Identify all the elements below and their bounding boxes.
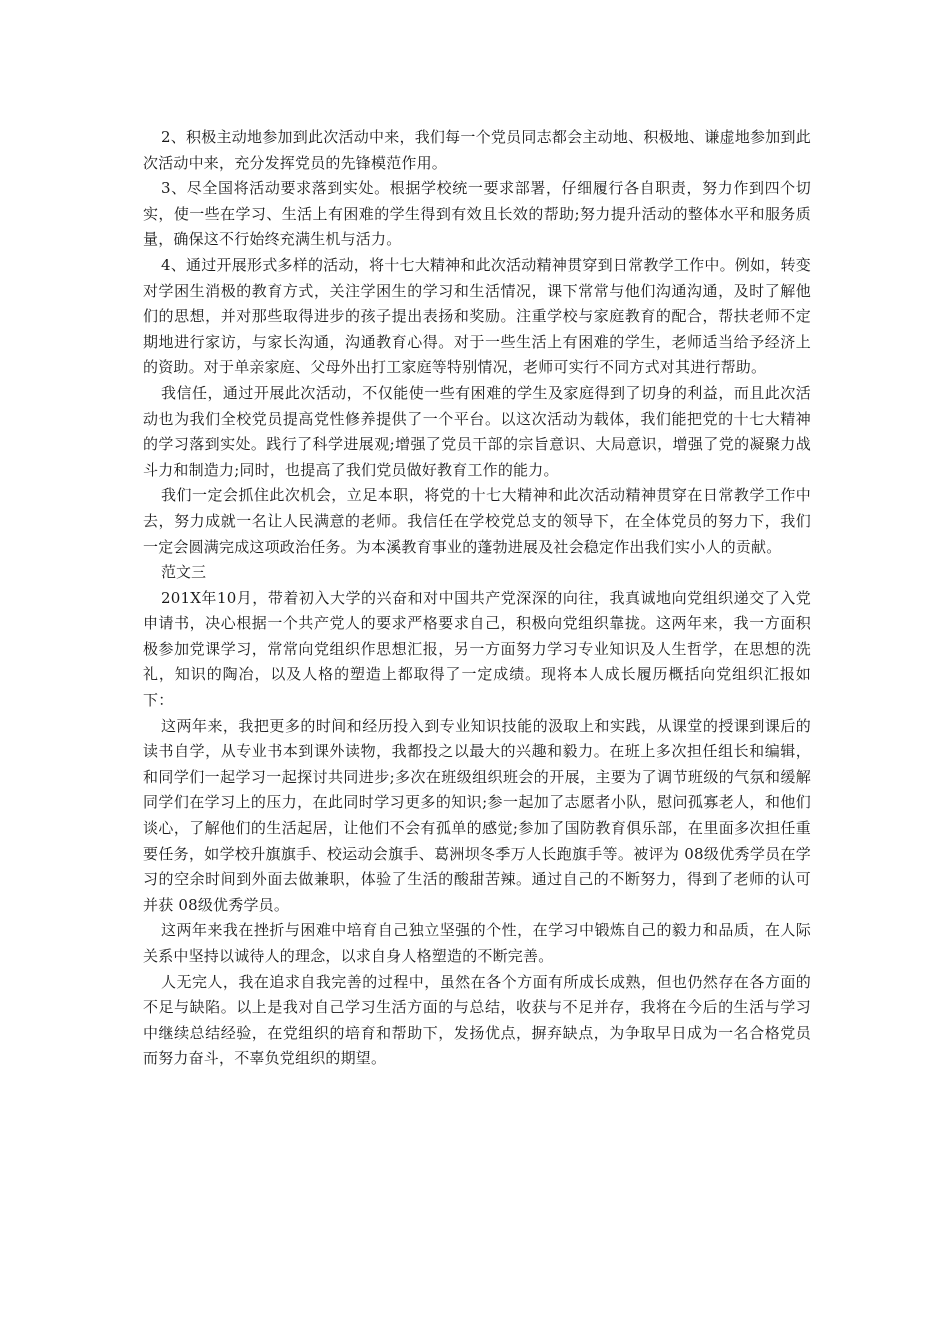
paragraph: 4、通过开展形式多样的活动，将十七大精神和此次活动精神贯穿到日常教学工作中。例如，转变对学困生消极的教育方式，关注学困生的学习和生活情况，课下常常与他们沟通沟通，及时了解他们的思想，并对那些取得进步的孩子提出表扬和奖励。注重学校与家庭教育的配合，帮扶老师不定期地进行家访，与家长沟通，沟通教育心得。对于一些生活上有困难的学生，老师适当给予经济上的资助。对于单亲家庭、父母外出打工家庭等特别情况，老师可实行不同方式对其进行帮助。 xyxy=(143,255,811,377)
paragraph: 这两年来我在挫折与困难中培育自己独立坚强的个性，在学习中锻炼自己的毅力和品质，在人际关系中坚持以诚待人的理念，以求自身人格塑造的不断完善。 xyxy=(143,921,811,965)
paragraph: 我信任，通过开展此次活动，不仅能使一些有困难的学生及家庭得到了切身的利益，而且此次活动也为我们全校党员提高党性修养提供了一个平台。以这次活动为载体，我们能把党的十七大精神的学习落到实处。践行了科学进展观;增强了党员干部的宗旨意识、大局意识，增强了党的凝聚力战斗力和制造力;同时，也提高了我们党员做好教育工作的能力。 xyxy=(143,383,811,479)
paragraph: 201X年10月，带着初入大学的兴奋和对中国共产党深深的向往，我真诚地向党组织递交了入党申请书，决心根据一个共产党人的要求严格要求自己，积极向党组织靠拢。这两年来，我一方面积极参加党课学习，常常向党组织作思想汇报，另一方面努力学习专业知识及人生哲学，在思想的洗礼，知识的陶冶，以及人格的塑造上都取得了一定成绩。现将本人成长履历概括向党组织汇报如下： xyxy=(143,588,811,710)
paragraph: 人无完人，我在追求自我完善的过程中，虽然在各个方面有所成长成熟，但也仍然存在各方面的不足与缺陷。以上是我对自己学习生活方面的与总结，收获与不足并存，我将在今后的生活与学习中继续总结经验，在党组织的培育和帮助下，发扬优点，摒弃缺点，为争取早日成为一名合格党员而努力奋斗，不辜负党组织的期望。 xyxy=(143,972,811,1068)
section-title: 范文三 xyxy=(161,563,207,582)
document-body xyxy=(143,125,811,1072)
paragraph: 这两年来，我把更多的时间和经历投入到专业知识技能的汲取上和实践，从课堂的授课到课后的读书自学，从专业书本到课外读物，我都投之以最大的兴趣和毅力。在班上多次担任组长和编辑，和同学们一起学习一起探讨共同进步;多次在班级组织班会的开展，主要为了调节班级的气氛和缓解同学们在学习上的压力，在此同时学习更多的知识;参一起加了志愿者小队，慰问孤寡老人，和他们谈心，了解他们的生活起居，让他们不会有孤单的感觉;参加了国防教育俱乐部，在里面多次担任重要任务，如学校升旗旗手、校运动会旗手、葛洲坝冬季万人长跑旗手等。被评为 08级优秀学员在学习的空余时间到外面去做兼职，体验了生活的酸甜苦辣。通过自己的不断努力，得到了老师的认可并获 08级优秀学员。 xyxy=(143,716,811,914)
paragraph: 我们一定会抓住此次机会，立足本职，将党的十七大精神和此次活动精神贯穿在日常教学工作中去，努力成就一名让人民满意的老师。我信任在学校党总支的领导下，在全体党员的努力下，我们一定会圆满完成这项政治任务。为本溪教育事业的蓬勃进展及社会稳定作出我们实小人的贡献。 xyxy=(143,486,811,556)
paragraph: 3、尽全国将活动要求落到实处。根据学校统一要求部署，仔细履行各自职责，努力作到四个切实，使一些在学习、生活上有困难的学生得到有效且长效的帮助;努力提升活动的整体水平和服务质量，确保这不行始终充满生机与活力。 xyxy=(143,179,811,249)
paragraph: 2、积极主动地参加到此次活动中来，我们每一个党员同志都会主动地、积极地、谦虚地参加到此次活动中来，充分发挥党员的先锋模范作用。 xyxy=(143,128,811,172)
